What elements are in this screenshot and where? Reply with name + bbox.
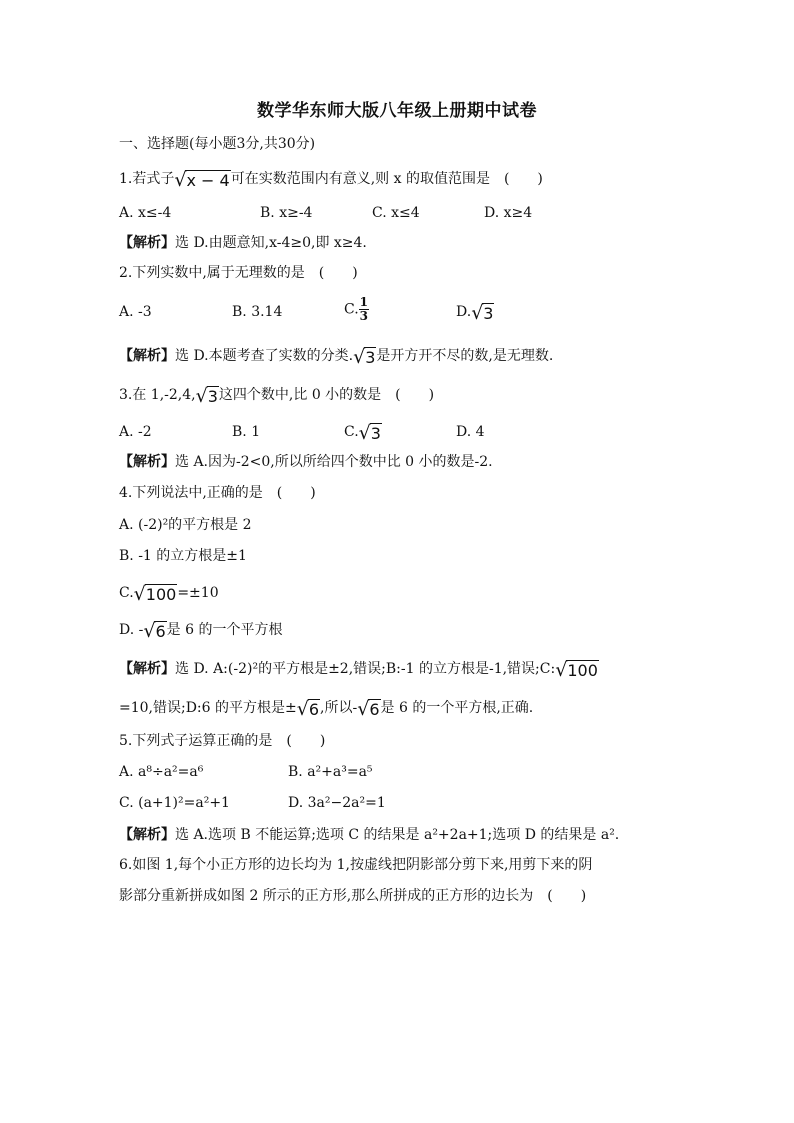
q2-option-a: A. -3 [119,304,152,320]
question-1-stem: 1.若式子 √ x − 4 可在实数范围内有意义,则 x 的取值范围是 ( ) [119,169,543,191]
fraction: $\frac{1}{3}$ [359,295,369,323]
question-2-stem: 2.下列实数中,属于无理数的是 ( ) [119,265,358,281]
q4-solution-line-1: 【解析】选 D. A:(-2)²的平方根是±2,错误;B:-1 的立方根是-1,错误;C: √ 100 [119,659,598,681]
question-3-stem: 3.在 1,-2,4, √ 3 这四个数中,比 0 小的数是 ( ) [119,385,435,407]
q5-option-d: D. 3a²−2a²=1 [288,795,386,811]
q5-option-b: B. a²+a³=a⁵ [288,764,373,780]
q4-option-b: B. -1 的立方根是±1 [119,548,247,564]
section-heading: 一、选择题(每小题3分,共30分) [119,136,316,152]
q1-solution: 【解析】选 D.由题意知,x-4≥0,即 x≥4. [119,235,367,251]
q4-option-c: C. √ 100 =±10 [119,583,219,605]
question-5-stem: 5.下列式子运算正确的是 ( ) [119,733,326,749]
q2-option-c: C. $\frac{1}{3}$ [344,295,369,323]
q3-option-d: D. 4 [456,424,485,440]
q1-option-a: A. x≤-4 [119,205,172,221]
q3-option-c: C. √ 3 [344,422,381,444]
q4-solution-line-2: =10,错误;D:6 的平方根是± √ 6 ,所以- √ 6 是 6 的一个平方根,正确. [119,698,534,720]
q3-option-a: A. -2 [119,424,152,440]
q1-option-b: B. x≥-4 [260,205,313,221]
q4-option-a: A. (-2)²的平方根是 2 [119,517,252,533]
q2-option-b: B. 3.14 [232,304,283,320]
q1-option-d: D. x≥4 [484,205,533,221]
page-title: 数学华东师大版八年级上册期中试卷 [257,101,537,121]
q3-solution: 【解析】选 A.因为-2<0,所以所给四个数中比 0 小的数是-2. [119,454,493,470]
question-4-stem: 4.下列说法中,正确的是 ( ) [119,485,316,501]
q2-option-d: D. √ 3 [456,302,494,324]
q5-option-c: C. (a+1)²=a²+1 [119,795,230,811]
q5-option-a: A. a⁸÷a²=a⁶ [119,764,204,780]
q2-solution: 【解析】选 D.本题考查了实数的分类. √ 3 是开方开不尽的数,是无理数. [119,346,554,368]
question-6-stem-line-2: 影部分重新拼成如图 2 所示的正方形,那么所拼成的正方形的边长为 ( ) [119,888,587,904]
question-6-stem-line-1: 6.如图 1,每个小正方形的边长均为 1,按虚线把阴影部分剪下来,用剪下来的阴 [119,857,593,873]
q1-option-c: C. x≤4 [372,205,420,221]
q3-option-b: B. 1 [232,424,261,440]
q4-option-d: D. - √ 6 是 6 的一个平方根 [119,620,283,642]
sqrt-expression: √ x − 4 [174,169,230,191]
q5-solution: 【解析】选 A.选项 B 不能运算;选项 C 的结果是 a²+2a+1;选项 D 的结果是 a². [119,827,620,843]
